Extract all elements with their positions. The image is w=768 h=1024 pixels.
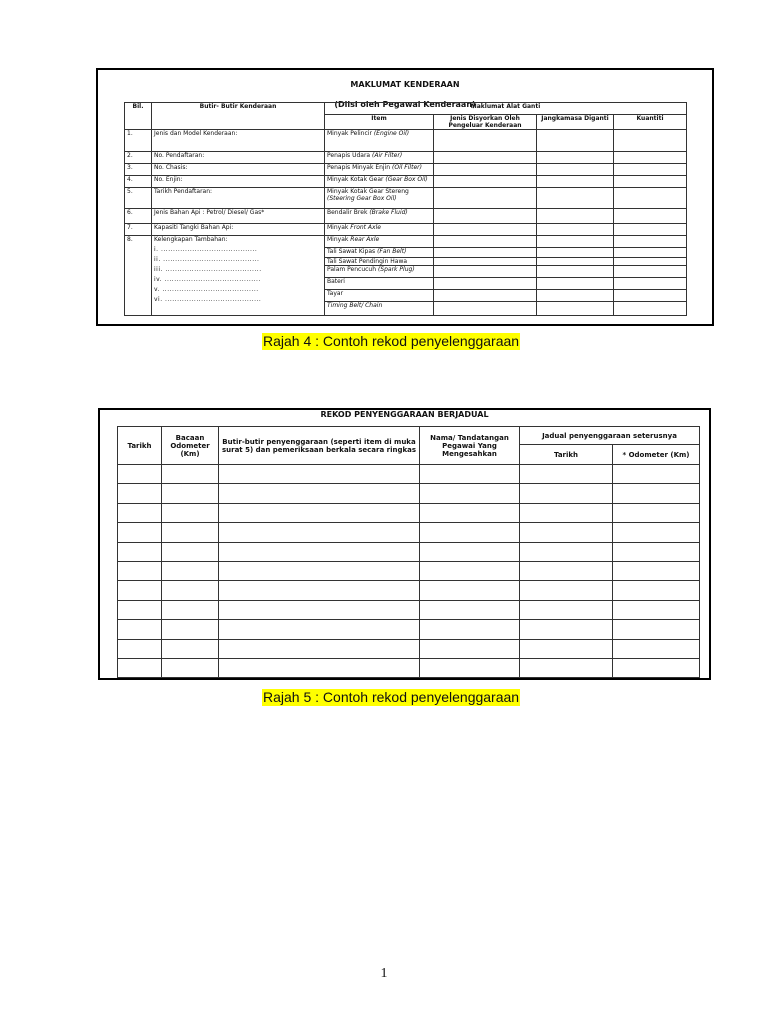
row-bil: 4. [125,176,152,188]
row-item [325,258,434,266]
empty-cell [118,523,162,542]
empty-cell [219,484,420,503]
empty-cell [614,130,687,152]
item-name: Minyak Kotak Gear Stereng [327,188,409,195]
empty-cell [537,258,614,266]
row-item [325,164,434,176]
empty-cell [434,152,537,164]
item-english-name: (Oil Filter) [392,164,422,171]
empty-cell [420,465,520,484]
empty-cell [614,258,687,266]
empty-cell [434,224,537,236]
table-row [118,523,700,542]
empty-cell [118,600,162,619]
empty-cell [420,561,520,580]
row-item [325,176,434,188]
table-row [125,209,687,224]
empty-cell [613,620,700,639]
header-butir: Butir- Butir Kenderaan [152,103,325,130]
empty-cell [219,639,420,658]
header-tarikh: Tarikh [118,427,162,465]
row-bil: 2. [125,152,152,164]
empty-cell [614,290,687,302]
row-item [325,152,434,164]
empty-cell [537,188,614,209]
empty-cell [537,130,614,152]
item-english-name: Rear Axle [350,236,380,243]
empty-cell [614,176,687,188]
table-row [125,236,687,248]
item-english-name: (Spark Plug) [377,266,415,273]
empty-cell [613,465,700,484]
row-butir: Jenis dan Model Kenderaan: [152,130,325,152]
empty-cell [614,188,687,209]
blank-line: iii. ........................................ [154,266,262,273]
empty-cell [118,639,162,658]
empty-cell [434,290,537,302]
row-butir: Kelengkapan Tambahan: [154,236,228,243]
empty-cell [162,658,219,677]
empty-cell [614,266,687,278]
blank-line: v. ........................................ [154,286,259,293]
figure-4-caption: Rajah 4 : Contoh rekod penyelenggaraan [263,333,520,349]
empty-cell [162,503,219,522]
empty-cell [434,236,537,248]
empty-cell [118,465,162,484]
table-row [118,639,700,658]
empty-cell [434,248,537,258]
empty-cell [219,523,420,542]
empty-cell [537,152,614,164]
empty-cell [520,639,613,658]
empty-cell [520,523,613,542]
header-jangkamasa: Jangkamasa Diganti [537,115,614,130]
item-name: Penapis Udara [327,152,371,159]
empty-cell [614,302,687,316]
table-row [125,152,687,164]
item-name: Bateri [327,278,345,285]
item-english-name: (Gear Box Oil) [385,176,428,183]
empty-cell [420,523,520,542]
empty-cell [613,658,700,677]
row-bil: 1. [125,130,152,152]
row-item [325,209,434,224]
empty-cell [614,224,687,236]
row-butir: Jenis Bahan Api : Petrol/ Diesel/ Gas* [152,209,325,224]
row-butir: No. Chasis: [152,164,325,176]
empty-cell [613,581,700,600]
row-butir: Tarikh Pendaftaran: [152,188,325,209]
empty-cell [434,302,537,316]
table-row [125,224,687,236]
empty-cell [162,620,219,639]
empty-cell [420,600,520,619]
table-row [118,600,700,619]
item-english-name: (Brake Fluid) [369,209,408,216]
empty-cell [537,236,614,248]
empty-cell [434,258,537,266]
empty-cell [613,503,700,522]
empty-cell [219,465,420,484]
empty-cell [434,176,537,188]
empty-cell [537,290,614,302]
empty-cell [162,581,219,600]
empty-cell [219,503,420,522]
row-bil: 8. [125,236,152,316]
empty-cell [614,248,687,258]
empty-cell [614,209,687,224]
empty-cell [537,176,614,188]
item-english-name: (Fan Belt) [377,248,407,255]
row-item [325,290,434,302]
empty-cell [537,164,614,176]
empty-cell [118,484,162,503]
table-row [118,503,700,522]
figure-5-caption: Rajah 5 : Contoh rekod penyelenggaraan [263,689,520,705]
empty-cell [118,581,162,600]
empty-cell [614,278,687,290]
table-row [125,130,687,152]
header-jadual-seterusnya: Jadual penyenggaraan seterusnya [520,427,700,445]
header-maklumat-alat-ganti: Maklumat Alat Ganti [325,103,687,115]
empty-cell [162,639,219,658]
empty-cell [614,164,687,176]
table-row [125,176,687,188]
empty-cell [520,542,613,561]
item-name: Minyak Kotak Gear [327,176,384,183]
empty-cell [434,266,537,278]
empty-cell [434,278,537,290]
header-nama-tandatangan: Nama/ Tandatangan Pegawai Yang Mengesahkan [420,427,520,465]
empty-cell [537,248,614,258]
row-item [325,266,434,278]
row-item [325,130,434,152]
empty-cell [537,209,614,224]
empty-cell [118,561,162,580]
empty-cell [219,620,420,639]
empty-cell [520,600,613,619]
empty-cell [420,639,520,658]
figure-4-subtitle: (Diisi oleh Pegawai Kenderaan) [334,100,476,109]
item-english-name: (Engine Oil) [373,130,410,137]
table-row [118,484,700,503]
empty-cell [420,620,520,639]
empty-cell [162,561,219,580]
header-jadual-odometer: * Odometer (Km) [613,445,700,465]
item-name: Penapis Minyak Enjin [327,164,391,171]
table-row [118,465,700,484]
row-butir-tambahan [152,236,325,316]
header-jadual-tarikh: Tarikh [520,445,613,465]
empty-cell [219,561,420,580]
table-row [118,658,700,677]
figure-4-title: MAKLUMAT KENDERAAN [350,80,460,89]
empty-cell [613,523,700,542]
maintenance-record-table [117,426,700,678]
item-name: Palam Pencucuh [327,266,377,273]
row-bil: 5. [125,188,152,209]
empty-cell [434,164,537,176]
row-item [325,236,434,248]
row-item [325,188,434,209]
item-name: Minyak Pelincir [327,130,372,137]
item-name: Minyak [327,224,349,231]
empty-cell [537,302,614,316]
row-item [325,302,434,316]
empty-cell [614,236,687,248]
empty-cell [520,503,613,522]
row-butir: No. Pendaftaran: [152,152,325,164]
row-item [325,278,434,290]
empty-cell [520,658,613,677]
empty-cell [219,600,420,619]
empty-cell [162,523,219,542]
item-english-name: (Steering Gear Box Oil) [327,195,397,202]
empty-cell [420,581,520,600]
empty-cell [118,542,162,561]
header-butir-penyenggaraan: Butir-butir penyenggaraan (seperti item di muka surat 5) dan pemeriksaan berkala secara ringkas [219,427,420,465]
empty-cell [162,542,219,561]
header-kuantiti: Kuantiti [614,115,687,130]
header-bil: Bil. [125,103,152,130]
figure-5-maintenance-record [98,408,711,680]
empty-cell [613,639,700,658]
table-row [125,188,687,209]
empty-cell [434,188,537,209]
empty-cell [537,266,614,278]
item-english-name: Front Axle [350,224,381,231]
item-english-name: Timing Belt/ Chain [327,302,383,309]
empty-cell [219,581,420,600]
empty-cell [420,484,520,503]
empty-cell [162,465,219,484]
empty-cell [613,600,700,619]
empty-cell [537,224,614,236]
figure-4-vehicle-info-form [96,68,714,326]
table-row [118,561,700,580]
empty-cell [420,658,520,677]
empty-cell [162,484,219,503]
empty-cell [520,465,613,484]
header-jenis: Jenis Disyorkan Oleh Pengeluar Kenderaan [434,115,537,130]
table-row [118,620,700,639]
empty-cell [520,561,613,580]
empty-cell [118,658,162,677]
table-row [118,542,700,561]
empty-cell [520,484,613,503]
item-name: Minyak [327,236,349,243]
row-item [325,248,434,258]
vehicle-info-table [124,102,687,316]
empty-cell [118,620,162,639]
empty-cell [434,130,537,152]
row-bil: 7. [125,224,152,236]
header-item: Item [325,115,434,130]
empty-cell [420,542,520,561]
empty-cell [420,503,520,522]
empty-cell [520,581,613,600]
empty-cell [162,600,219,619]
empty-cell [614,152,687,164]
table-row [118,581,700,600]
empty-cell [613,542,700,561]
header-bacaan-odometer: Bacaan Odometer (Km) [162,427,219,465]
item-name: Tayar [327,290,344,297]
figure-5-title: REKOD PENYENGGARAAN BERJADUAL [320,410,489,419]
item-english-name: (Air Filter) [372,152,403,159]
row-item [325,224,434,236]
blank-line: ii. ........................................ [154,256,260,263]
empty-cell [118,503,162,522]
empty-cell [219,658,420,677]
page-number: 1 [380,966,388,981]
blank-line: vi. ........................................ [154,296,262,303]
empty-cell [613,484,700,503]
item-name: Bendalir Brek [327,209,368,216]
row-butir: No. Enjin: [152,176,325,188]
row-bil: 6. [125,209,152,224]
row-bil: 3. [125,164,152,176]
item-name: Tali Sawat Kipas [327,248,376,255]
empty-cell [537,278,614,290]
blank-line: i. ........................................ [154,246,258,253]
item-name: Tali Sawat Pendingin Hawa [327,258,408,265]
blank-line: iv. ........................................ [154,276,261,283]
empty-cell [434,209,537,224]
empty-cell [613,561,700,580]
table-row [125,164,687,176]
empty-cell [219,542,420,561]
row-butir: Kapasiti Tangki Bahan Api: [152,224,325,236]
empty-cell [520,620,613,639]
